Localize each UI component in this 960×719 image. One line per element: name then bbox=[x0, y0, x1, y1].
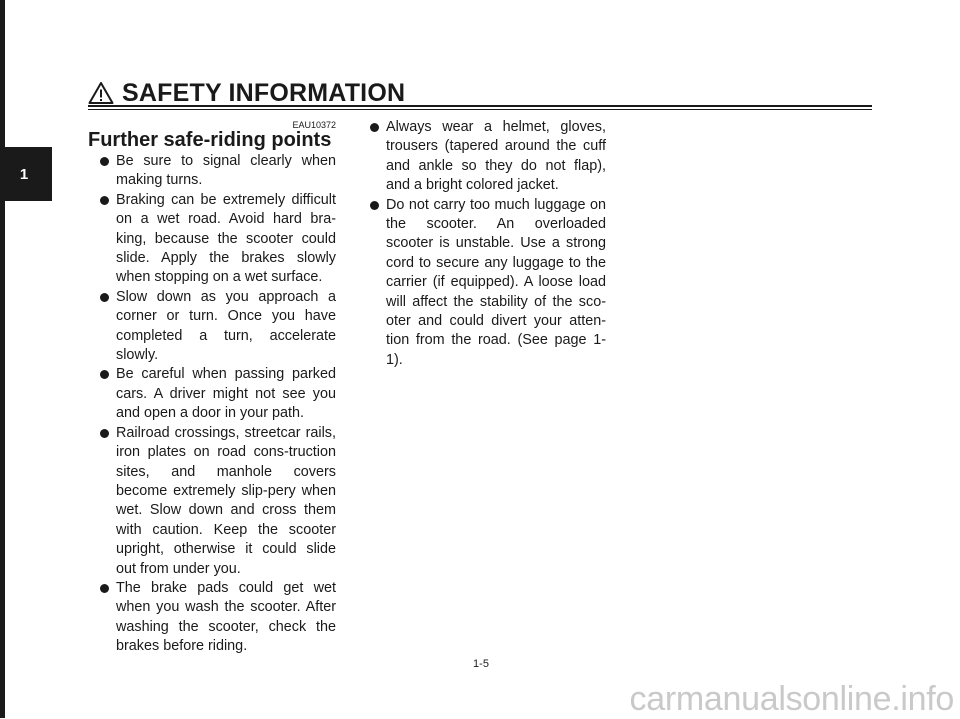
list-item: Be sure to signal clearly when making turns. bbox=[88, 152, 336, 191]
chapter-tab bbox=[0, 147, 52, 201]
list-item: Slow down as you approach a corner or turn. Once you have completed a turn, accelerate slowly. bbox=[88, 288, 336, 366]
section-title: Further safe-riding points bbox=[88, 129, 332, 151]
list-item: The brake pads could get wet when you wash the scooter. After washing the scooter, check the brakes before riding. bbox=[88, 579, 336, 657]
list-item: Do not carry too much luggage on the scooter. An overloaded scooter is unstable. Use a strong cord to secure any luggage to the carrier (if equipped). A loose load will affect the stability of the sco-oter and could divert your atten-tion from the road. (See page 1-1). bbox=[358, 196, 606, 371]
list-item: Braking can be extremely difficult on a wet road. Avoid hard bra-king, because the scooter could slide. Apply the brakes slowly when stopping on a wet surface. bbox=[88, 191, 336, 288]
chapter-bar bbox=[0, 0, 5, 718]
bullet-icon bbox=[100, 196, 109, 205]
list-item: Always wear a helmet, gloves, trousers (tapered around the cuff and ankle so they do not flap), and a bright colored jacket. bbox=[358, 118, 606, 196]
bullet-icon bbox=[100, 584, 109, 593]
left-column-list bbox=[88, 152, 336, 657]
chapter-number: 1 bbox=[19, 165, 29, 183]
bullet-icon bbox=[100, 429, 109, 438]
bullet-icon bbox=[370, 123, 379, 132]
list-item: Be careful when passing parked cars. A driver might not see you and open a door in your path. bbox=[88, 365, 336, 423]
bullet-icon bbox=[100, 157, 109, 166]
bullet-icon bbox=[370, 201, 379, 210]
bullet-icon bbox=[100, 293, 109, 302]
header-title: SAFETY INFORMATION bbox=[122, 78, 406, 107]
watermark: carmanualsonline.info bbox=[629, 680, 954, 718]
warning-triangle-icon bbox=[88, 81, 114, 105]
section-code: EAU10372 bbox=[292, 120, 336, 130]
bullet-icon bbox=[100, 370, 109, 379]
header-rule bbox=[88, 105, 872, 110]
list-item: Railroad crossings, streetcar rails, iron plates on road cons-truction sites, and manhole covers become extremely slip-pery when wet. Slow down and cross them with caution. Keep the scooter upright, otherwise it could slide out from under you. bbox=[88, 424, 336, 579]
right-column-list bbox=[358, 118, 606, 370]
page-number: 1-5 bbox=[473, 658, 489, 670]
